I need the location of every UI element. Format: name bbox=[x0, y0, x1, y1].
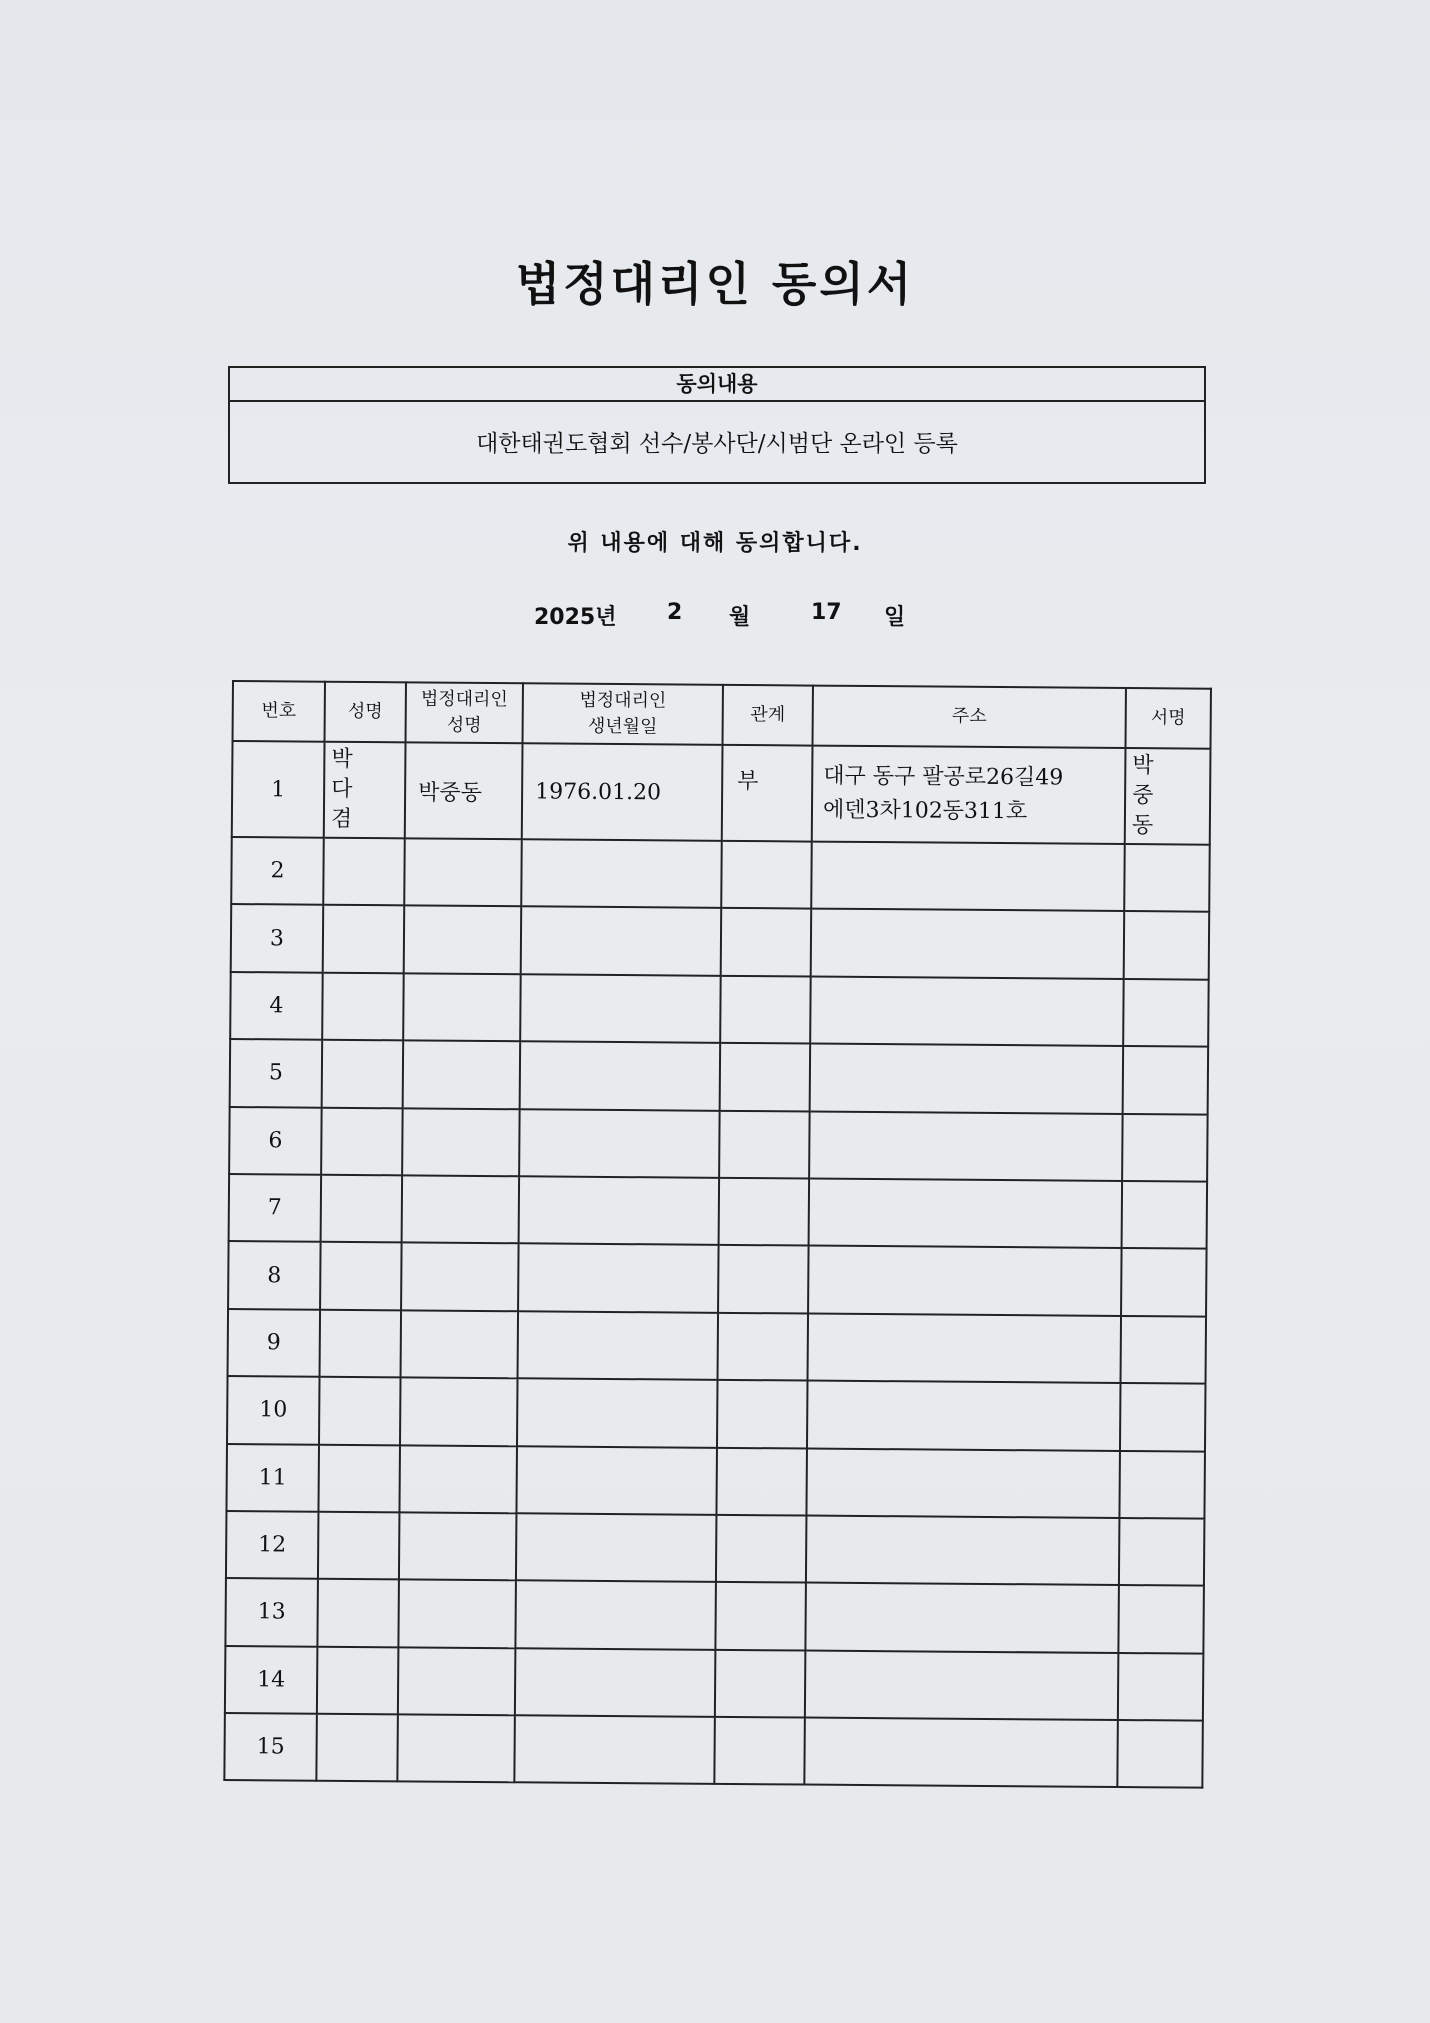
row-signature bbox=[1124, 844, 1210, 912]
row-relation bbox=[715, 1582, 806, 1650]
row-signature bbox=[1119, 1518, 1205, 1586]
row-address-line2 bbox=[816, 1684, 1117, 1686]
table-row bbox=[230, 1039, 1208, 1114]
row-address-line2 bbox=[817, 1617, 1118, 1619]
row-guardian-birth bbox=[521, 907, 722, 976]
row-signature bbox=[1121, 1248, 1207, 1316]
row-guardian-name bbox=[398, 1580, 516, 1648]
row-address bbox=[811, 842, 1125, 912]
row-address-line2 bbox=[817, 1549, 1118, 1551]
row-address-line1 bbox=[822, 875, 1123, 877]
header-guardian-name bbox=[406, 682, 523, 743]
table-row bbox=[228, 1241, 1206, 1316]
row-address-line2: 에덴3차102동311호 bbox=[822, 797, 1028, 825]
table-row bbox=[231, 904, 1209, 979]
row-address-line1 bbox=[822, 943, 1123, 945]
row-guardian-birth bbox=[518, 1244, 719, 1313]
row-number: 13 bbox=[225, 1578, 318, 1646]
header-guardian-birth-line2: 생년월일 bbox=[587, 715, 658, 738]
row-address bbox=[805, 1583, 1119, 1653]
row-address bbox=[812, 746, 1126, 844]
agreement-statement: 위 내용에 대해 동의합니다. bbox=[567, 531, 863, 556]
row-relation bbox=[717, 1380, 808, 1448]
table-row bbox=[225, 1578, 1203, 1653]
table-row bbox=[231, 837, 1209, 912]
row-relation bbox=[714, 1717, 805, 1785]
consent-box bbox=[228, 366, 1206, 484]
row-address bbox=[809, 1179, 1123, 1249]
row-address-line1 bbox=[818, 1414, 1119, 1416]
table-row bbox=[230, 972, 1208, 1047]
row-number: 5 bbox=[230, 1039, 323, 1107]
table-row bbox=[224, 1713, 1202, 1788]
row-guardian-name bbox=[401, 1310, 519, 1378]
row-number: 10 bbox=[227, 1376, 320, 1444]
row-number: 1 bbox=[232, 741, 325, 838]
row-signature bbox=[1122, 1181, 1208, 1249]
row-name bbox=[320, 1309, 402, 1377]
row-guardian-name bbox=[398, 1647, 516, 1715]
row-address-line2 bbox=[822, 943, 1123, 945]
row-guardian-birth bbox=[520, 974, 721, 1043]
row-guardian-birth bbox=[519, 1176, 720, 1245]
row-address bbox=[804, 1718, 1118, 1788]
row-relation bbox=[716, 1447, 807, 1515]
date-month-label: 월 bbox=[729, 605, 751, 630]
table-row bbox=[229, 1174, 1207, 1249]
row-guardian-name bbox=[404, 906, 522, 974]
row-address bbox=[809, 1111, 1123, 1181]
consent-content: 대한태권도협회 선수/봉사단/시범단 온라인 등록 bbox=[476, 431, 958, 457]
row-guardian-birth bbox=[521, 839, 722, 908]
row-guardian-name bbox=[404, 838, 522, 906]
row-address-line1 bbox=[820, 1212, 1121, 1214]
row-number: 7 bbox=[229, 1174, 322, 1242]
row-guardian-birth bbox=[516, 1513, 717, 1582]
row-relation bbox=[718, 1313, 809, 1381]
row-address-line1 bbox=[821, 1010, 1122, 1012]
row-address-line2 bbox=[821, 1077, 1122, 1079]
row-guardian-birth: 1976.01.20 bbox=[522, 743, 723, 841]
table-header-row bbox=[233, 681, 1211, 749]
row-signature bbox=[1117, 1720, 1203, 1788]
row-signature bbox=[1118, 1585, 1204, 1653]
row-address-line1 bbox=[818, 1482, 1119, 1484]
row-relation bbox=[720, 1043, 811, 1111]
row-address bbox=[811, 909, 1125, 979]
row-address-line1 bbox=[820, 1145, 1121, 1147]
row-name bbox=[323, 905, 405, 973]
header-signature: 서명 bbox=[1125, 688, 1210, 749]
row-address bbox=[810, 1044, 1124, 1114]
row-address-line2 bbox=[819, 1347, 1120, 1349]
row-guardian-name bbox=[401, 1243, 519, 1311]
row-address bbox=[806, 1448, 1120, 1518]
row-guardian-birth bbox=[515, 1581, 716, 1650]
header-relation: 관계 bbox=[723, 685, 813, 746]
header-guardian-name-line1: 법정대리인 bbox=[420, 688, 508, 711]
row-address-line1 bbox=[819, 1280, 1120, 1282]
row-address-line2 bbox=[820, 1145, 1121, 1147]
row-address-line1 bbox=[817, 1549, 1118, 1551]
row-guardian-birth bbox=[516, 1446, 717, 1515]
row-guardian-name bbox=[397, 1714, 515, 1782]
table-row bbox=[226, 1511, 1204, 1586]
row-name bbox=[319, 1377, 401, 1445]
table-row bbox=[228, 1309, 1206, 1384]
row-name bbox=[318, 1444, 400, 1512]
header-name: 성명 bbox=[325, 682, 406, 743]
row-name bbox=[317, 1579, 399, 1647]
guardian-table bbox=[223, 680, 1212, 1789]
row-name bbox=[320, 1242, 402, 1310]
date-day-label: 일 bbox=[884, 605, 906, 630]
row-address-line2 bbox=[820, 1212, 1121, 1214]
row-number: 4 bbox=[230, 972, 323, 1040]
row-address bbox=[807, 1381, 1121, 1451]
row-number: 12 bbox=[226, 1511, 319, 1579]
row-guardian-name bbox=[399, 1445, 517, 1513]
row-relation bbox=[719, 1110, 810, 1178]
header-address: 주소 bbox=[813, 686, 1126, 748]
row-signature bbox=[1122, 1114, 1208, 1182]
row-guardian-name bbox=[402, 1108, 520, 1176]
row-address-line1 bbox=[816, 1684, 1117, 1686]
row-guardian-name bbox=[400, 1377, 518, 1445]
table-row bbox=[225, 1646, 1203, 1721]
row-address-line1 bbox=[817, 1617, 1118, 1619]
date-year: 2025년 bbox=[534, 605, 617, 630]
row-address-line1 bbox=[819, 1347, 1120, 1349]
row-guardian-birth bbox=[519, 1109, 720, 1178]
row-number: 11 bbox=[226, 1443, 319, 1511]
row-signature bbox=[1123, 979, 1209, 1047]
consent-header: 동의내용 bbox=[230, 368, 1204, 402]
row-guardian-birth bbox=[514, 1715, 715, 1784]
row-address-line1 bbox=[816, 1751, 1117, 1753]
table-row bbox=[226, 1443, 1204, 1518]
row-number: 9 bbox=[228, 1309, 321, 1377]
row-address-line1 bbox=[821, 1077, 1122, 1079]
row-address bbox=[810, 976, 1124, 1046]
row-relation bbox=[715, 1650, 806, 1718]
table-row bbox=[232, 741, 1211, 845]
row-address-line2 bbox=[822, 875, 1123, 877]
row-number: 15 bbox=[224, 1713, 317, 1781]
row-signature bbox=[1120, 1383, 1206, 1451]
row-relation: 부 bbox=[722, 745, 813, 842]
row-guardian-birth bbox=[515, 1648, 716, 1717]
row-relation bbox=[718, 1245, 809, 1313]
date-month-value: 2 bbox=[667, 600, 683, 625]
row-number: 2 bbox=[231, 837, 324, 905]
row-relation bbox=[716, 1515, 807, 1583]
document-title: 법정대리인 동의서 bbox=[515, 257, 915, 311]
row-address-line2 bbox=[818, 1414, 1119, 1416]
row-name bbox=[316, 1714, 398, 1782]
row-number: 14 bbox=[225, 1646, 318, 1714]
row-signature: 박 중 동 bbox=[1125, 748, 1211, 845]
row-name bbox=[322, 973, 404, 1041]
date-day-value: 17 bbox=[811, 600, 842, 625]
row-name bbox=[321, 1107, 403, 1175]
row-name bbox=[321, 1175, 403, 1243]
row-address-line2 bbox=[819, 1280, 1120, 1282]
row-guardian-birth bbox=[517, 1378, 718, 1447]
header-number: 번호 bbox=[233, 681, 325, 742]
row-guardian-name: 박중동 bbox=[405, 742, 523, 839]
row-guardian-name bbox=[402, 1175, 520, 1243]
row-signature bbox=[1119, 1451, 1205, 1519]
row-number: 6 bbox=[229, 1107, 322, 1175]
row-signature bbox=[1121, 1316, 1207, 1384]
row-address-line1: 대구 동구 팔공로26길49 bbox=[823, 763, 1064, 791]
row-relation bbox=[720, 976, 811, 1044]
header-guardian-birth-line1: 법정대리인 bbox=[579, 689, 667, 712]
row-name bbox=[317, 1646, 399, 1714]
row-name bbox=[318, 1512, 400, 1580]
row-guardian-name bbox=[399, 1512, 517, 1580]
table-row bbox=[229, 1107, 1207, 1182]
row-guardian-name bbox=[403, 973, 521, 1041]
row-address bbox=[806, 1515, 1120, 1585]
row-relation bbox=[719, 1178, 810, 1246]
row-signature bbox=[1124, 911, 1210, 979]
row-number: 8 bbox=[228, 1241, 321, 1309]
row-number: 3 bbox=[231, 904, 324, 972]
row-name bbox=[323, 838, 405, 906]
row-address bbox=[805, 1650, 1119, 1720]
row-address-line2 bbox=[821, 1010, 1122, 1012]
row-signature bbox=[1118, 1653, 1204, 1721]
row-relation bbox=[721, 841, 812, 909]
row-relation bbox=[721, 908, 812, 976]
row-guardian-name bbox=[403, 1041, 521, 1109]
row-address-line2 bbox=[816, 1751, 1117, 1753]
table-row bbox=[227, 1376, 1205, 1451]
row-address-line2 bbox=[818, 1482, 1119, 1484]
table-body bbox=[224, 741, 1210, 1788]
row-signature bbox=[1123, 1046, 1209, 1114]
header-guardian-birth bbox=[523, 683, 723, 745]
row-address bbox=[808, 1313, 1122, 1383]
header-guardian-name-line2: 성명 bbox=[446, 714, 482, 736]
row-name: 박 다 겸 bbox=[324, 742, 406, 839]
row-address bbox=[808, 1246, 1122, 1316]
row-guardian-birth bbox=[518, 1311, 719, 1380]
row-guardian-birth bbox=[520, 1041, 721, 1110]
row-name bbox=[322, 1040, 404, 1108]
